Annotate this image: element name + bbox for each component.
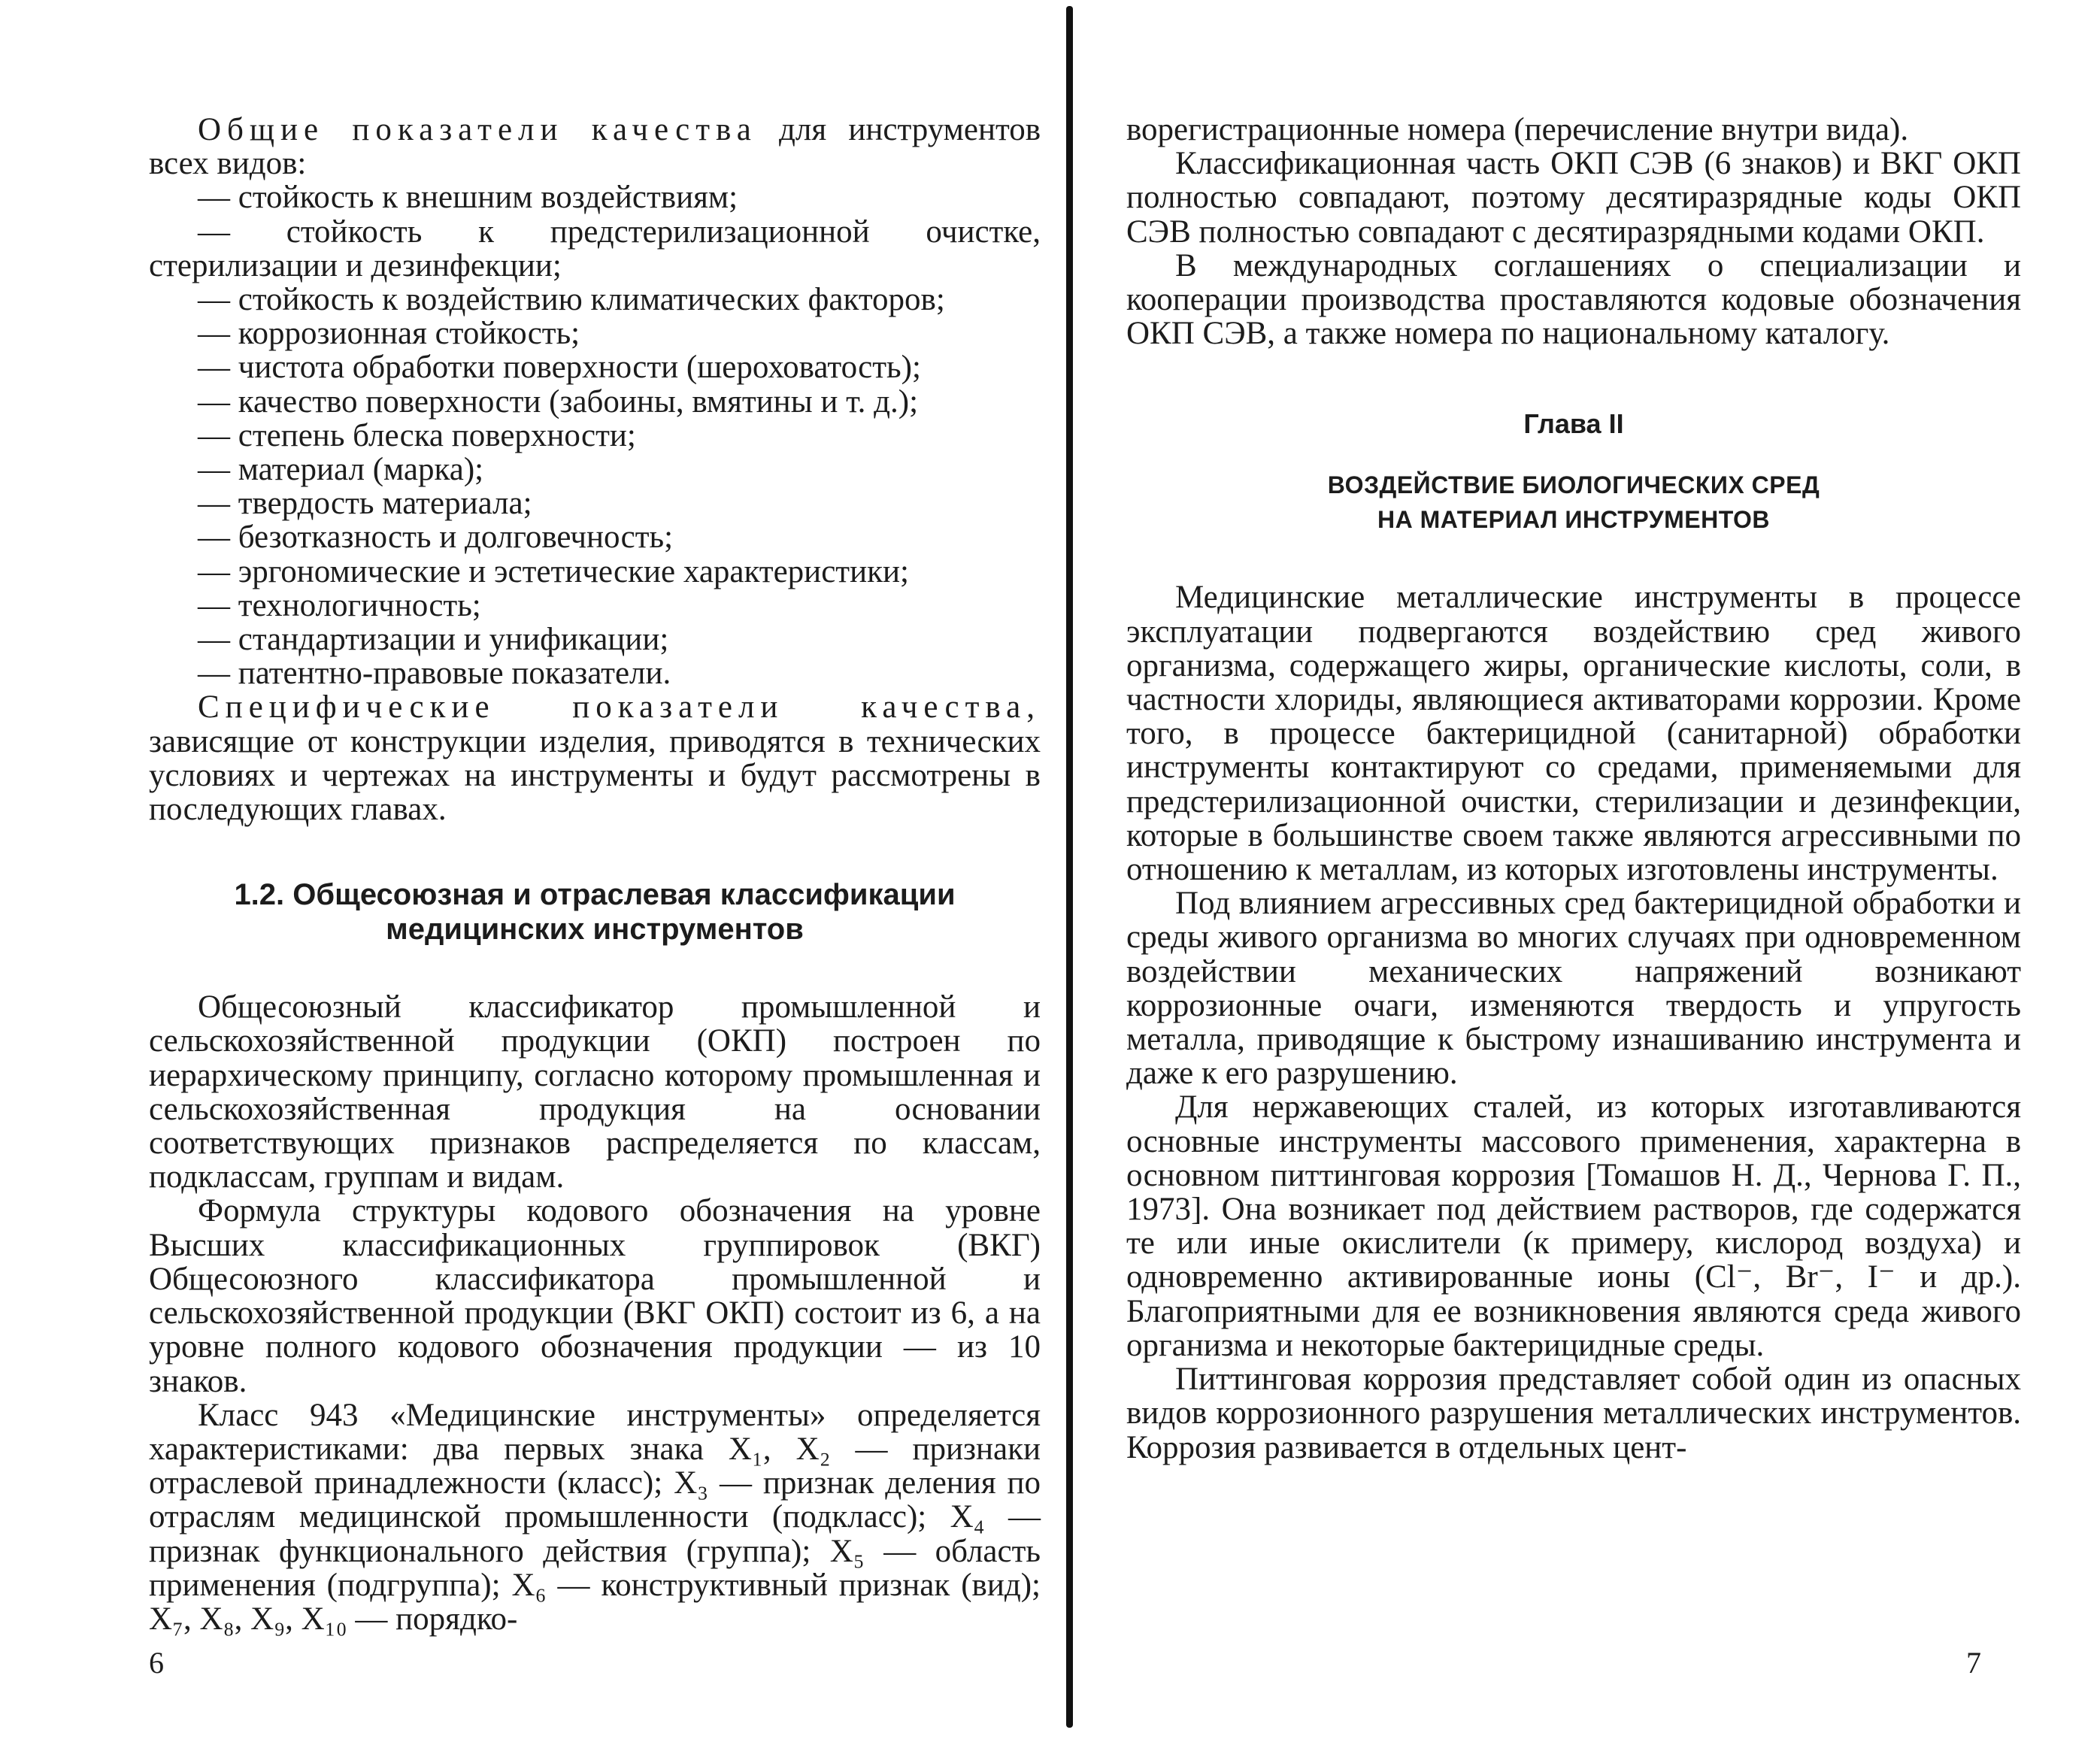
list-item: — материал (марка); (198, 452, 484, 488)
body-paragraph: Формула структуры кодового обозначения на уровне Высших классификационных группировок (ВКГ) Общесоюзного классификатора промышленной и сельскохозяйственной продукции (ВКГ ОКП) состоит из 6, а на уровне полного кодового обозначения продукции — из 10 знаков. (149, 1193, 1041, 1399)
page-number: 7 (1966, 1646, 1981, 1680)
spaced-lead-text: Специфические показатели качества, (198, 689, 1041, 726)
section-heading (149, 877, 1041, 947)
body-paragraph: Класс 943 «Медицинские инструменты» определяется характеристиками: два первых знака X₁, X₂ — признаки отраслевой принадлежности (класс); X₃ — признак деления по отраслям медицинской промышленности (подкласс); X₄ — признак функционального действия (группа); X₅ — область применения (подгруппа); X₆ — конструктивный признак (вид); X₇, X₈, X₉, X₁₀ — порядко- (149, 1397, 1041, 1637)
list-item: — стандартизации и унификации; (198, 622, 669, 658)
list-item: — стойкость к внешним воздействиям; (198, 180, 738, 216)
page-number: 6 (149, 1646, 164, 1680)
spaced-lead-text: Общие показатели качества (198, 112, 757, 147)
continued-paragraph: ворегистрационные номера (перечисление внутри вида). (1126, 112, 1909, 147)
list-item: — качество поверхности (забоины, вмятины и т. д.); (198, 383, 919, 420)
section-heading-line: медицинских инструментов (386, 913, 804, 947)
chapter-title-line: ВОЗДЕЙСТВИЕ БИОЛОГИЧЕСКИХ СРЕД (1327, 471, 1820, 499)
body-paragraph: Классификационная часть ОКП СЭВ (6 знаков) и ВКГ ОКП полностью совпадают, поэтому десятиразрядные коды ОКП СЭВ полностью совпадают с десятиразрядными кодами ОКП. (1126, 146, 2021, 250)
body-paragraph: Питтинговая коррозия представляет собой один из опасных видов коррозионного разрушения металлических инструментов. Коррозия развивается в отдельных цент- (1126, 1362, 2021, 1465)
right-page (1083, 0, 2100, 1739)
body-paragraph: В международных соглашениях о специализации и кооперации производства проставляются кодовые обозначения ОКП СЭВ, а также номера по национальному каталогу. (1126, 247, 2021, 352)
list-item: — стойкость к предстерилизационной очистке, стерилизации и дезинфекции; (149, 214, 1041, 283)
list-item: — коррозионная стойкость; (198, 316, 580, 352)
right-page-text-column (1126, 113, 2021, 1465)
body-paragraph: Общесоюзный классификатор промышленной и сельскохозяйственной продукции (ОКП) построен по иерархическому принципу, согласно которому промышленная и сельскохозяйственная продукция на основании соответствующих признаков распределяется по классам, подклассам, группам и видам. (149, 989, 1041, 1195)
chapter-title-line: НА МАТЕРИАЛ ИНСТРУМЕНТОВ (1377, 506, 1770, 534)
specific-indicators-paragraph (149, 690, 1041, 826)
chapter-title (1126, 468, 2021, 537)
list-item: — твердость материала; (198, 486, 532, 522)
body-paragraph: Под влиянием агрессивных сред бактерицидной обработки и среды живого организма во многих случаях при одновременном воздействии механических напряжений возникают коррозионные очаги, изменяются твердость и упругость металла, приводящие к быстрому изнашиванию инструмента и даже к его разрушению. (1126, 886, 2021, 1092)
list-item: — чистота обработки поверхности (шероховатость); (198, 350, 921, 386)
list-item: — эргономические и эстетические характеристики; (198, 553, 909, 589)
quality-indicators-intro (149, 113, 1041, 180)
list-item: — стойкость к воздействию климатических факторов; (198, 282, 945, 318)
list-item: — технологичность; (198, 587, 481, 623)
list-item: — патентно-правовые показатели. (198, 656, 671, 692)
body-paragraph: Для нержавеющих сталей, из которых изготавливаются основные инструменты массового применения, характерна в основном питтинговая коррозия [Томашов Н. Д., Чернова Г. П., 1973]. Она возникает под действием растворов, где содержатся те или иные окислители (к примеру, кислород воздуха) и одновременно активированные ионы (Cl⁻, Br⁻, I⁻ и др.). Благоприятными для ее возникновения являются среда живого организма и некоторые бактерицидные среды. (1126, 1089, 2021, 1363)
section-heading-line: 1.2. Общесоюзная и отраслевая классификации (234, 878, 956, 912)
chapter-label: Глава II (1523, 408, 1624, 440)
paragraph-text: зависящие от конструкции изделия, приводятся в технических условиях и чертежах на инструменты и будут рассмотрены в последующих главах. (149, 723, 1041, 828)
paragraph-text: для инструментов всех видов: (149, 112, 1041, 182)
body-paragraph: Медицинские металлические инструменты в процессе эксплуатации подвергаются воздействию сред живого организма, содержащего жиры, органические кислоты, соли, в частности хлориды, являющиеся активаторами коррозии. Кроме того, в процессе бактерицидной (санитарной) обработки инструменты контактируют со средами, применяемыми для предстерилизационной очистки, стерилизации и дезинфекции, которые в большинстве своем также являются агрессивными по отношению к металлам, из которых изготовлены инструменты. (1126, 580, 2021, 888)
list-item: — безотказность и долговечность; (198, 520, 674, 556)
left-page-text-column (149, 113, 1041, 1636)
list-item: — степень блеска поверхности; (198, 417, 636, 453)
